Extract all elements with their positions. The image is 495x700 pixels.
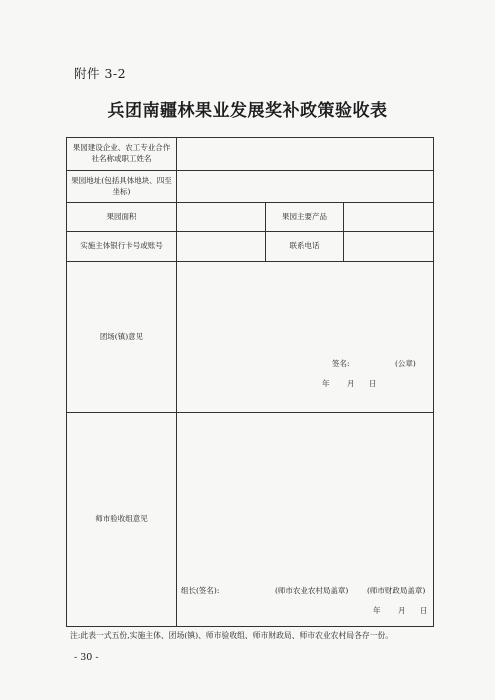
main-product-label: 果园主要产品 <box>266 203 344 232</box>
division-opinion-field[interactable] <box>177 413 434 627</box>
regiment-opinion-label: 团场(镇)意见 <box>67 262 177 413</box>
phone-field[interactable] <box>344 232 434 262</box>
regiment-signature-label: 签名: <box>332 359 350 368</box>
attachment-label: 附件 3-2 <box>74 66 127 81</box>
orchard-address-field[interactable] <box>177 171 434 203</box>
regiment-opinion-field[interactable] <box>177 262 434 413</box>
orchard-address-label: 果园地址(包括具体地块、四至坐标) <box>67 171 177 203</box>
orchard-area-label: 果园面积 <box>67 203 177 232</box>
division-finance-seal-label: (师市财政局盖章) <box>367 586 426 595</box>
orchard-area-field[interactable] <box>177 203 266 232</box>
orchard-owner-field[interactable] <box>177 138 434 171</box>
orchard-owner-label: 果园建设企业、农工专业合作社名称或职工姓名 <box>67 138 177 171</box>
row-orchard-address <box>67 171 434 203</box>
division-opinion-label: 师市验收组意见 <box>67 413 177 627</box>
row-bank-phone <box>67 232 434 262</box>
regiment-year-label: 年 <box>322 379 330 388</box>
bank-account-field[interactable] <box>177 232 266 262</box>
regiment-month-label: 月 <box>347 379 355 388</box>
division-agri-seal-label: (师市农业农村局盖章) <box>275 586 349 595</box>
main-product-field[interactable] <box>344 203 434 232</box>
regiment-seal-label: (公章) <box>395 359 416 368</box>
division-year-label: 年 <box>373 606 381 615</box>
division-month-label: 月 <box>398 606 406 615</box>
bank-account-label: 实施主体银行卡号或账号 <box>67 232 177 262</box>
division-leader-label: 组长(签名): <box>181 586 220 595</box>
phone-label: 联系电话 <box>266 232 344 262</box>
page-number: - 30 - <box>74 652 99 663</box>
acceptance-form-table <box>66 137 434 627</box>
row-regiment-opinion <box>67 262 434 413</box>
regiment-day-label: 日 <box>369 379 377 388</box>
document-title: 兵团南疆林果业发展奖补政策验收表 <box>107 101 388 121</box>
row-division-opinion <box>67 413 434 627</box>
footnote: 注:此表一式五份,实施主体、团场(镇)、师市验收组、师市财政局、师市农业农村局各存一份。 <box>70 631 394 640</box>
row-orchard-owner <box>67 138 434 171</box>
row-area-product <box>67 203 434 232</box>
division-day-label: 日 <box>420 606 428 615</box>
